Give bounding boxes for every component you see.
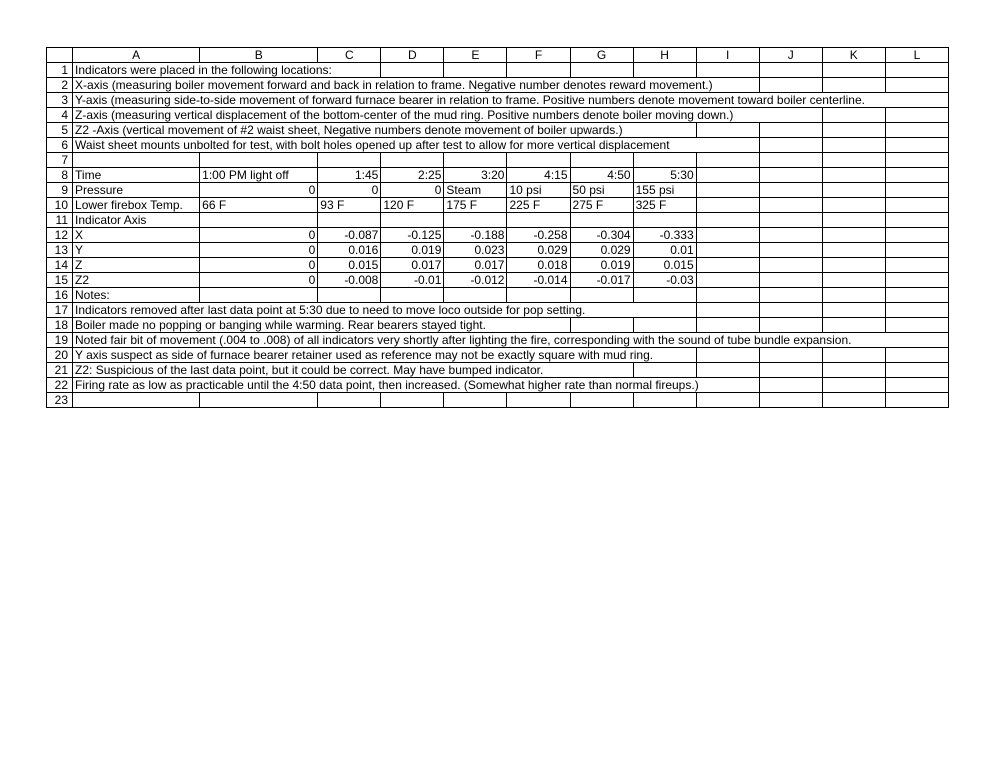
cell[interactable]: [822, 318, 885, 333]
cell[interactable]: [633, 153, 696, 168]
cell[interactable]: [885, 63, 948, 78]
cell[interactable]: [759, 243, 822, 258]
row-header[interactable]: 9: [47, 183, 73, 198]
cell[interactable]: [822, 63, 885, 78]
cell[interactable]: [570, 363, 633, 378]
sheet-row-temp: [47, 198, 949, 213]
sheet-row: [47, 348, 949, 363]
cell[interactable]: [885, 93, 948, 108]
row-header[interactable]: 16: [47, 288, 73, 303]
cell-a17[interactable]: Indicators removed after last data point at 5:30 due to need to move loco outside for pop setting.: [73, 303, 200, 318]
column-header-i[interactable]: I: [696, 48, 759, 63]
cell-f14[interactable]: 0.018: [507, 258, 570, 273]
row-header[interactable]: 2: [47, 78, 73, 93]
cell-a8[interactable]: Time: [73, 168, 200, 183]
row-header[interactable]: 10: [47, 198, 73, 213]
cell[interactable]: [885, 363, 948, 378]
select-all-corner[interactable]: [47, 48, 73, 63]
cell-h13[interactable]: 0.01: [633, 243, 696, 258]
cell[interactable]: [73, 393, 200, 408]
cell-e12[interactable]: -0.188: [444, 228, 507, 243]
column-header-a[interactable]: A: [73, 48, 200, 63]
cell-c13[interactable]: 0.016: [318, 243, 381, 258]
row-header[interactable]: 4: [47, 108, 73, 123]
row-header[interactable]: 17: [47, 303, 73, 318]
sheet-row-z: [47, 258, 949, 273]
cell-a2[interactable]: X-axis (measuring boiler movement forward and back in relation to frame. Negative number denotes reward movement.): [73, 78, 200, 93]
cell[interactable]: [759, 273, 822, 288]
cell[interactable]: [318, 288, 381, 303]
cell[interactable]: [759, 348, 822, 363]
cell[interactable]: [885, 303, 948, 318]
cell[interactable]: [885, 318, 948, 333]
cell[interactable]: [696, 288, 759, 303]
cell-a11[interactable]: Indicator Axis: [73, 213, 200, 228]
cell[interactable]: [822, 228, 885, 243]
cell-f15[interactable]: -0.014: [507, 273, 570, 288]
cell[interactable]: [822, 108, 885, 123]
cell[interactable]: [759, 108, 822, 123]
cell-c14[interactable]: 0.015: [318, 258, 381, 273]
sheet-row: [47, 318, 949, 333]
cell[interactable]: [822, 123, 885, 138]
sheet-row-x: [47, 228, 949, 243]
cell[interactable]: [507, 153, 570, 168]
sheet-row: [47, 138, 949, 153]
cell[interactable]: [822, 78, 885, 93]
cell[interactable]: [885, 183, 948, 198]
cell[interactable]: [633, 63, 696, 78]
cell[interactable]: [570, 63, 633, 78]
cell[interactable]: [696, 123, 759, 138]
column-header-row: [47, 48, 949, 63]
cell[interactable]: [822, 273, 885, 288]
row-header[interactable]: 20: [47, 348, 73, 363]
row-header[interactable]: 1: [47, 63, 73, 78]
cell-a9[interactable]: Pressure: [73, 183, 200, 198]
cell[interactable]: [885, 78, 948, 93]
cell-f10[interactable]: 225 F: [507, 198, 570, 213]
cell[interactable]: [633, 123, 696, 138]
cell[interactable]: [759, 303, 822, 318]
cell-a3[interactable]: Y-axis (measuring side-to-side movement of forward furnace bearer in relation to frame. Positive numbers denote movement toward boiler centerline.: [73, 93, 200, 108]
row-header[interactable]: 6: [47, 138, 73, 153]
cell[interactable]: [885, 213, 948, 228]
cell-g8[interactable]: 4:50: [570, 168, 633, 183]
cell[interactable]: [570, 153, 633, 168]
column-header-e[interactable]: E: [444, 48, 507, 63]
cell[interactable]: [318, 213, 381, 228]
cell[interactable]: [696, 138, 759, 153]
row-header[interactable]: 21: [47, 363, 73, 378]
column-header-k[interactable]: K: [822, 48, 885, 63]
cell[interactable]: [696, 153, 759, 168]
sheet-row: [47, 108, 949, 123]
cell-f13[interactable]: 0.029: [507, 243, 570, 258]
cell-d8[interactable]: 2:25: [381, 168, 444, 183]
cell-g10[interactable]: 275 F: [570, 198, 633, 213]
row-header[interactable]: 14: [47, 258, 73, 273]
cell[interactable]: [696, 393, 759, 408]
cell[interactable]: [444, 213, 507, 228]
cell-d13[interactable]: 0.019: [381, 243, 444, 258]
cell-h9[interactable]: 155 psi: [633, 183, 696, 198]
cell-a1[interactable]: Indicators were placed in the following locations:: [73, 63, 200, 78]
cell[interactable]: [507, 288, 570, 303]
column-header-b[interactable]: B: [200, 48, 318, 63]
cell[interactable]: [822, 288, 885, 303]
cell-h8[interactable]: 5:30: [633, 168, 696, 183]
cell[interactable]: [822, 153, 885, 168]
cell[interactable]: [696, 303, 759, 318]
cell-a21[interactable]: Z2: Suspicious of the last data point, but it could be correct. May have bumped indicator.: [73, 363, 200, 378]
cell-h15[interactable]: -0.03: [633, 273, 696, 288]
cell[interactable]: [696, 243, 759, 258]
cell[interactable]: [633, 288, 696, 303]
cell[interactable]: [696, 318, 759, 333]
cell[interactable]: [696, 273, 759, 288]
cell-f8[interactable]: 4:15: [507, 168, 570, 183]
cell-e13[interactable]: 0.023: [444, 243, 507, 258]
cell-c12[interactable]: -0.087: [318, 228, 381, 243]
cell[interactable]: [696, 228, 759, 243]
cell[interactable]: [381, 288, 444, 303]
cell[interactable]: [759, 363, 822, 378]
cell-a19[interactable]: Noted fair bit of movement (.004 to .008) of all indicators very shortly after lighting the fire, corresponding with the sound of tube bundle expansion.: [73, 333, 200, 348]
cell[interactable]: [822, 393, 885, 408]
cell-a4[interactable]: Z-axis (measuring vertical displacement of the bottom-center of the mud ring. Positive numbers denote boiler moving down.): [73, 108, 200, 123]
sheet-row: [47, 123, 949, 138]
cell[interactable]: [885, 258, 948, 273]
sheet-row: [47, 303, 949, 318]
cell[interactable]: [696, 258, 759, 273]
row-header[interactable]: 18: [47, 318, 73, 333]
cell[interactable]: [822, 348, 885, 363]
cell[interactable]: [822, 168, 885, 183]
column-header-g[interactable]: G: [570, 48, 633, 63]
row-header[interactable]: 7: [47, 153, 73, 168]
cell[interactable]: [633, 318, 696, 333]
cell-g15[interactable]: -0.017: [570, 273, 633, 288]
cell[interactable]: [759, 288, 822, 303]
cell-f12[interactable]: -0.258: [507, 228, 570, 243]
cell[interactable]: [822, 363, 885, 378]
cell-a18[interactable]: Boiler made no popping or banging while warming. Rear bearers stayed tight.: [73, 318, 200, 333]
cell[interactable]: [696, 168, 759, 183]
cell[interactable]: [885, 153, 948, 168]
cell[interactable]: [696, 63, 759, 78]
cell[interactable]: [696, 348, 759, 363]
column-header-d[interactable]: D: [381, 48, 444, 63]
data-grid: [46, 47, 949, 408]
cell-g14[interactable]: 0.019: [570, 258, 633, 273]
row-header[interactable]: 5: [47, 123, 73, 138]
sheet-row: [47, 78, 949, 93]
sheet-row: [47, 213, 949, 228]
cell-h12[interactable]: -0.333: [633, 228, 696, 243]
column-header-f[interactable]: F: [507, 48, 570, 63]
cell[interactable]: [759, 168, 822, 183]
cell-g9[interactable]: 50 psi: [570, 183, 633, 198]
cell-b12[interactable]: 0: [200, 228, 318, 243]
cell[interactable]: [633, 393, 696, 408]
cell[interactable]: [381, 63, 444, 78]
cell[interactable]: [822, 303, 885, 318]
sheet-row: [47, 333, 949, 348]
cell[interactable]: [759, 228, 822, 243]
cell-c15[interactable]: -0.008: [318, 273, 381, 288]
cell-b9[interactable]: 0: [200, 183, 318, 198]
cell[interactable]: [822, 138, 885, 153]
row-header[interactable]: 12: [47, 228, 73, 243]
cell[interactable]: [885, 378, 948, 393]
cell-e8[interactable]: 3:20: [444, 168, 507, 183]
cell[interactable]: [759, 183, 822, 198]
cell[interactable]: [759, 318, 822, 333]
cell-d15[interactable]: -0.01: [381, 273, 444, 288]
cell[interactable]: [444, 393, 507, 408]
cell[interactable]: [507, 393, 570, 408]
sheet-row: [47, 288, 949, 303]
cell[interactable]: [318, 393, 381, 408]
cell[interactable]: [885, 198, 948, 213]
cell[interactable]: [885, 348, 948, 363]
cell[interactable]: [885, 333, 948, 348]
cell[interactable]: [759, 138, 822, 153]
cell[interactable]: [885, 288, 948, 303]
cell[interactable]: [822, 243, 885, 258]
cell-a10[interactable]: Lower firebox Temp.: [73, 198, 200, 213]
cell-g12[interactable]: -0.304: [570, 228, 633, 243]
sheet-row: [47, 378, 949, 393]
cell[interactable]: [822, 258, 885, 273]
cell[interactable]: [759, 378, 822, 393]
cell[interactable]: [885, 123, 948, 138]
cell-a20[interactable]: Y axis suspect as side of furnace bearer retainer used as reference may not be exactly square with mud ring.: [73, 348, 200, 363]
cell[interactable]: [570, 288, 633, 303]
cell[interactable]: [696, 378, 759, 393]
row-header[interactable]: 15: [47, 273, 73, 288]
cell-d12[interactable]: -0.125: [381, 228, 444, 243]
column-header-h[interactable]: H: [633, 48, 696, 63]
cell-b8[interactable]: 1:00 PM light off: [200, 168, 318, 183]
cell-e9[interactable]: Steam: [444, 183, 507, 198]
cell-a22[interactable]: Firing rate as low as practicable until the 4:50 data point, then increased. (Somewhat higher rate than normal fireups.): [73, 378, 200, 393]
sheet-row-time: [47, 168, 949, 183]
cell-a15[interactable]: Z2: [73, 273, 200, 288]
cell-g13[interactable]: 0.029: [570, 243, 633, 258]
row-header[interactable]: 22: [47, 378, 73, 393]
sheet-row-y: [47, 243, 949, 258]
row-header[interactable]: 13: [47, 243, 73, 258]
cell-b14[interactable]: 0: [200, 258, 318, 273]
sheet-row: [47, 393, 949, 408]
cell[interactable]: [822, 198, 885, 213]
cell[interactable]: [507, 318, 570, 333]
cell[interactable]: [570, 318, 633, 333]
cell-h14[interactable]: 0.015: [633, 258, 696, 273]
column-header-j[interactable]: J: [759, 48, 822, 63]
sheet-row: [47, 363, 949, 378]
row-header[interactable]: 19: [47, 333, 73, 348]
cell-b15[interactable]: 0: [200, 273, 318, 288]
cell[interactable]: [885, 108, 948, 123]
cell[interactable]: [381, 153, 444, 168]
cell[interactable]: [759, 63, 822, 78]
column-header-l[interactable]: L: [885, 48, 948, 63]
cell[interactable]: [759, 153, 822, 168]
cell[interactable]: [759, 393, 822, 408]
cell[interactable]: [570, 213, 633, 228]
cell[interactable]: [444, 63, 507, 78]
cell-b13[interactable]: 0: [200, 243, 318, 258]
cell[interactable]: [822, 378, 885, 393]
sheet-row-pressure: [47, 183, 949, 198]
cell-c10[interactable]: 93 F: [318, 198, 381, 213]
cell-a12[interactable]: X: [73, 228, 200, 243]
cell-d14[interactable]: 0.017: [381, 258, 444, 273]
cell[interactable]: [633, 363, 696, 378]
sheet-row: [47, 93, 949, 108]
cell[interactable]: [759, 258, 822, 273]
spreadsheet: [46, 47, 949, 408]
cell[interactable]: [759, 78, 822, 93]
cell-d10[interactable]: 120 F: [381, 198, 444, 213]
cell-a5[interactable]: Z2 -Axis (vertical movement of #2 waist sheet, Negative numbers denote movement of boiler upwards.): [73, 123, 200, 138]
cell[interactable]: [73, 153, 200, 168]
cell-b10[interactable]: 66 F: [200, 198, 318, 213]
cell[interactable]: [696, 213, 759, 228]
column-header-c[interactable]: C: [318, 48, 381, 63]
cell[interactable]: [318, 153, 381, 168]
cell[interactable]: [633, 303, 696, 318]
cell[interactable]: [885, 273, 948, 288]
cell[interactable]: [633, 213, 696, 228]
cell[interactable]: [444, 288, 507, 303]
cell[interactable]: [759, 198, 822, 213]
cell[interactable]: [759, 213, 822, 228]
cell-a16[interactable]: Notes:: [73, 288, 200, 303]
cell[interactable]: [759, 123, 822, 138]
cell-a6[interactable]: Waist sheet mounts unbolted for test, with bolt holes opened up after test to allow for more vertical displacement: [73, 138, 200, 153]
sheet-row-z2: [47, 273, 949, 288]
cell-e15[interactable]: -0.012: [444, 273, 507, 288]
cell[interactable]: [444, 153, 507, 168]
cell[interactable]: [381, 213, 444, 228]
cell[interactable]: [885, 243, 948, 258]
cell-c9[interactable]: 0: [318, 183, 381, 198]
cell-e10[interactable]: 175 F: [444, 198, 507, 213]
cell-d9[interactable]: 0: [381, 183, 444, 198]
cell[interactable]: [885, 393, 948, 408]
cell[interactable]: [200, 393, 318, 408]
cell[interactable]: [200, 213, 318, 228]
row-header[interactable]: 3: [47, 93, 73, 108]
cell[interactable]: [507, 63, 570, 78]
cell[interactable]: [696, 198, 759, 213]
cell[interactable]: [822, 213, 885, 228]
cell[interactable]: [507, 213, 570, 228]
row-header[interactable]: 11: [47, 213, 73, 228]
cell-h10[interactable]: 325 F: [633, 198, 696, 213]
cell-a13[interactable]: Y: [73, 243, 200, 258]
row-header[interactable]: 23: [47, 393, 73, 408]
cell[interactable]: [696, 183, 759, 198]
cell[interactable]: [885, 168, 948, 183]
cell[interactable]: [696, 363, 759, 378]
cell[interactable]: [200, 153, 318, 168]
cell[interactable]: [381, 393, 444, 408]
sheet-row: [47, 153, 949, 168]
cell[interactable]: [885, 228, 948, 243]
sheet-row: [47, 63, 949, 78]
cell[interactable]: [570, 393, 633, 408]
row-header[interactable]: 8: [47, 168, 73, 183]
cell-f9[interactable]: 10 psi: [507, 183, 570, 198]
cell-c8[interactable]: 1:45: [318, 168, 381, 183]
cell-a14[interactable]: Z: [73, 258, 200, 273]
cell[interactable]: [200, 288, 318, 303]
cell[interactable]: [822, 183, 885, 198]
cell-e14[interactable]: 0.017: [444, 258, 507, 273]
cell[interactable]: [885, 138, 948, 153]
